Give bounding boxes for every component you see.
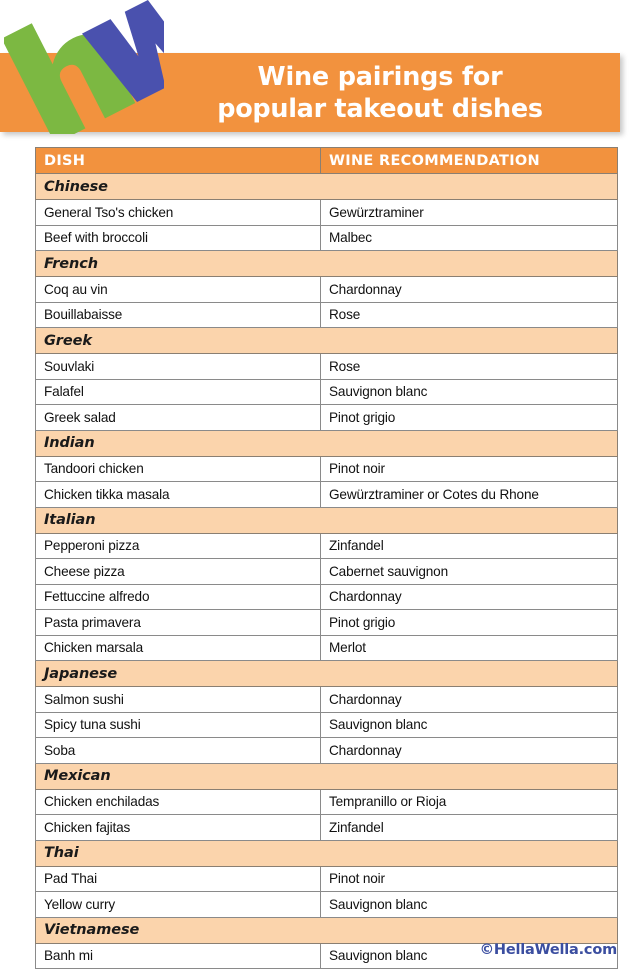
wine-cell: Rose bbox=[321, 354, 618, 380]
table-row bbox=[36, 866, 618, 892]
table-row bbox=[36, 200, 618, 226]
site-credit: ©HellaWella.com bbox=[479, 942, 617, 958]
column-header-wine-recommendation: WINE RECOMMENDATION bbox=[321, 148, 618, 174]
wine-cell: Chardonnay bbox=[321, 584, 618, 610]
table-row bbox=[36, 610, 618, 636]
wine-cell: Malbec bbox=[321, 225, 618, 251]
wine-cell: Sauvignon blanc bbox=[321, 712, 618, 738]
wine-cell: Zinfandel bbox=[321, 533, 618, 559]
wine-cell: Chardonnay bbox=[321, 738, 618, 764]
wine-cell: Pinot noir bbox=[321, 456, 618, 482]
table-row bbox=[36, 225, 618, 251]
dish-cell: Greek salad bbox=[36, 405, 321, 431]
wine-cell: Gewürztraminer or Cotes du Rhone bbox=[321, 482, 618, 508]
cuisine-category-row bbox=[36, 917, 618, 943]
wine-cell: Zinfandel bbox=[321, 815, 618, 841]
dish-cell: Banh mi bbox=[36, 943, 321, 969]
wine-cell: Merlot bbox=[321, 635, 618, 661]
cuisine-category-row bbox=[36, 661, 618, 687]
table-header-row bbox=[36, 148, 618, 174]
cuisine-category-label: Mexican bbox=[36, 763, 618, 789]
wine-cell: Sauvignon blanc bbox=[321, 943, 618, 969]
dish-cell: Cheese pizza bbox=[36, 559, 321, 585]
table-row bbox=[36, 379, 618, 405]
table-row bbox=[36, 687, 618, 713]
table-row bbox=[36, 405, 618, 431]
page-title-line-2: popular takeout dishes bbox=[217, 94, 543, 124]
table-row bbox=[36, 815, 618, 841]
hellawella-logo bbox=[4, 0, 164, 134]
dish-cell: Souvlaki bbox=[36, 354, 321, 380]
dish-cell: Pepperoni pizza bbox=[36, 533, 321, 559]
dish-cell: Pad Thai bbox=[36, 866, 321, 892]
cuisine-category-label: Vietnamese bbox=[36, 917, 618, 943]
cuisine-category-label: Greek bbox=[36, 328, 618, 354]
wine-pairings-table-container bbox=[35, 147, 617, 969]
dish-cell: Bouillabaisse bbox=[36, 302, 321, 328]
cuisine-category-row bbox=[36, 174, 618, 200]
table-row bbox=[36, 738, 618, 764]
table-row bbox=[36, 559, 618, 585]
cuisine-category-label: French bbox=[36, 251, 618, 277]
wine-cell: Cabernet sauvignon bbox=[321, 559, 618, 585]
cuisine-category-label: Indian bbox=[36, 430, 618, 456]
dish-cell: Chicken fajitas bbox=[36, 815, 321, 841]
cuisine-category-label: Chinese bbox=[36, 174, 618, 200]
cuisine-category-row bbox=[36, 840, 618, 866]
dish-cell: Falafel bbox=[36, 379, 321, 405]
table-row bbox=[36, 892, 618, 918]
dish-cell: Salmon sushi bbox=[36, 687, 321, 713]
wine-cell: Rose bbox=[321, 302, 618, 328]
page-title-line-1: Wine pairings for bbox=[257, 62, 503, 92]
page-header bbox=[0, 0, 630, 145]
table-row bbox=[36, 635, 618, 661]
cuisine-category-row bbox=[36, 328, 618, 354]
hw-logo-icon bbox=[4, 0, 164, 134]
wine-cell: Sauvignon blanc bbox=[321, 379, 618, 405]
table-row bbox=[36, 302, 618, 328]
dish-cell: General Tso's chicken bbox=[36, 200, 321, 226]
dish-cell: Beef with broccoli bbox=[36, 225, 321, 251]
table-row bbox=[36, 712, 618, 738]
dish-cell: Soba bbox=[36, 738, 321, 764]
dish-cell: Pasta primavera bbox=[36, 610, 321, 636]
dish-cell: Coq au vin bbox=[36, 277, 321, 303]
cuisine-category-label: Japanese bbox=[36, 661, 618, 687]
cuisine-category-row bbox=[36, 251, 618, 277]
table-head bbox=[36, 148, 618, 174]
table-body bbox=[36, 174, 618, 969]
wine-pairings-table bbox=[35, 147, 618, 969]
dish-cell: Chicken marsala bbox=[36, 635, 321, 661]
dish-cell: Yellow curry bbox=[36, 892, 321, 918]
dish-cell: Fettuccine alfredo bbox=[36, 584, 321, 610]
dish-cell: Chicken enchiladas bbox=[36, 789, 321, 815]
cuisine-category-label: Thai bbox=[36, 840, 618, 866]
wine-cell: Tempranillo or Rioja bbox=[321, 789, 618, 815]
table-row bbox=[36, 533, 618, 559]
page-title bbox=[150, 54, 610, 132]
wine-cell: Pinot noir bbox=[321, 866, 618, 892]
table-row bbox=[36, 456, 618, 482]
cuisine-category-row bbox=[36, 763, 618, 789]
table-row bbox=[36, 277, 618, 303]
dish-cell: Tandoori chicken bbox=[36, 456, 321, 482]
cuisine-category-label: Italian bbox=[36, 507, 618, 533]
wine-cell: Sauvignon blanc bbox=[321, 892, 618, 918]
table-row bbox=[36, 354, 618, 380]
table-row bbox=[36, 789, 618, 815]
dish-cell: Spicy tuna sushi bbox=[36, 712, 321, 738]
dish-cell: Chicken tikka masala bbox=[36, 482, 321, 508]
cuisine-category-row bbox=[36, 507, 618, 533]
column-header-dish: DISH bbox=[36, 148, 321, 174]
table-row bbox=[36, 584, 618, 610]
wine-cell: Chardonnay bbox=[321, 277, 618, 303]
wine-cell: Chardonnay bbox=[321, 687, 618, 713]
wine-cell: Pinot grigio bbox=[321, 610, 618, 636]
wine-cell: Pinot grigio bbox=[321, 405, 618, 431]
wine-cell: Gewürztraminer bbox=[321, 200, 618, 226]
cuisine-category-row bbox=[36, 430, 618, 456]
table-row bbox=[36, 482, 618, 508]
